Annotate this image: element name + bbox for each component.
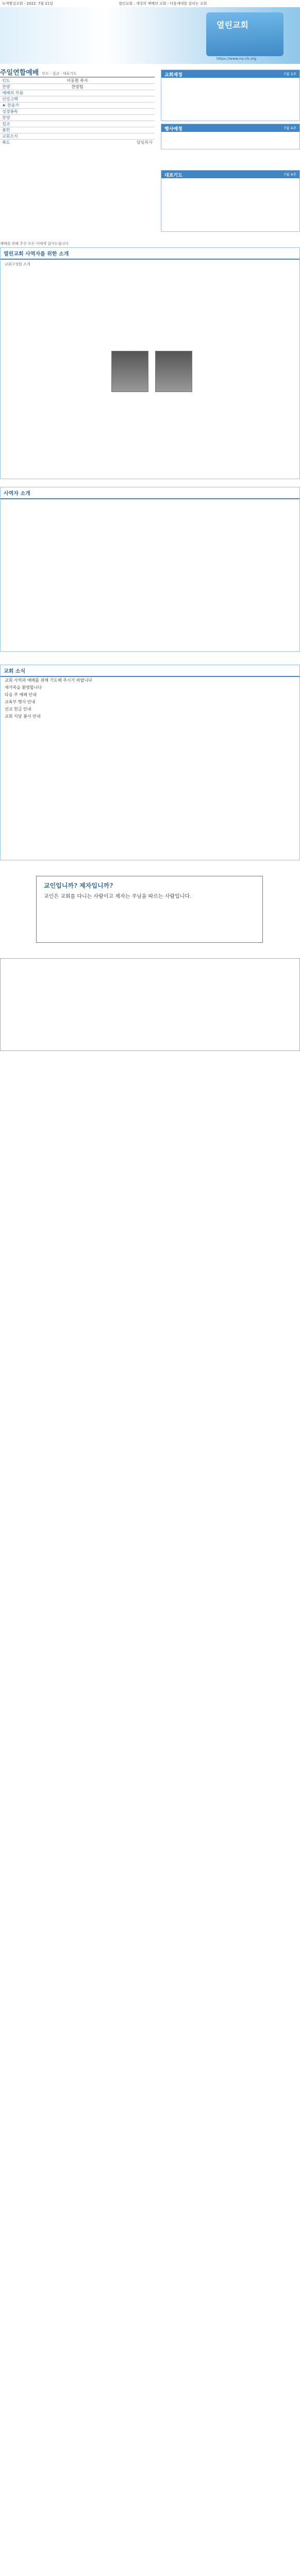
worship-subtitle: 인도 · 설교 · 대표기도 [42,72,77,76]
prayer-title: 대표기도 [164,173,182,178]
worship-who [114,96,155,103]
worship-title [0,67,155,78]
worship-who [114,84,155,90]
news-title: 교회 소식 [1,665,299,677]
news-item: 교회 식당 봉사 안내 [5,714,41,719]
poem-line-2: 교인은 교회를 다니는 사람이고 제자는 주님을 따르는 사람입니다. [44,894,192,900]
worship-label: 예배의 부름 [0,90,40,96]
ministry-section [0,247,300,479]
worship-label: 신앙고백 [0,96,40,103]
banner [0,7,300,64]
ministry-subtitle: 교회구성원 소개 [5,262,30,266]
top-left-text: 녹색쌓김교회 - 2022. 7월 21일 [2,2,53,6]
worship-content [40,115,114,121]
worship-who [114,127,155,133]
worship-who [114,115,155,121]
worship-label: 인도 [0,78,40,84]
church-url[interactable]: https://www.nu-ch.org [216,57,257,61]
top-center-text: 열린교회 : 세상의 예배의 교회 - 다음세대를 살리는 교회 [119,2,207,6]
schedule-box [161,124,300,149]
staff-title: 사역자 소개 [1,487,299,499]
worship-row [0,133,155,140]
worship-label: ★ 찬송가 [0,103,40,109]
news-item: 선교 헌금 안내 [5,707,31,711]
worship-content [40,90,114,96]
top-line [0,0,300,8]
prayer-header [161,171,299,178]
worship-note: 예배를 위해 주신 모든 이에게 감사드립니다 [0,242,69,246]
worship-row [0,103,155,109]
worship-who [114,103,155,109]
offering-box [161,70,300,121]
worship-content [40,103,114,109]
worship-label: 찬양 [0,115,40,121]
worship-content: 이동현 목사 [40,78,114,84]
worship-label: 봉헌 [0,127,40,133]
worship-title-text: 주일연합예배 [0,69,39,77]
ministry-title: 열린교회 사역자를 위한 소개 [1,248,299,260]
offering-header [161,70,299,78]
poem-title: 교인입니까? 제자입니까? [44,882,113,889]
worship-content [40,133,114,140]
worship-row [0,140,155,146]
worship-content [40,109,114,115]
offering-title: 교회재정 [164,73,182,78]
worship-label: 교회소식 [0,133,40,140]
schedule-title: 행사예정 [164,127,182,132]
worship-content: 찬양팀 [40,84,114,90]
worship-content [40,96,114,103]
church-name: 열린교회 [216,20,248,30]
prayer-box [161,170,300,232]
worship-who [114,133,155,140]
worship-row [0,121,155,127]
worship-row [0,127,155,133]
worship-who [114,78,155,84]
worship-content [40,121,114,127]
news-list [1,677,299,720]
news-item: 교육부 행사 안내 [5,700,36,704]
news-item: 교회 사역과 예배를 위해 기도해 주시기 바랍니다 [5,678,92,683]
worship-content [40,140,114,146]
staff-section [0,487,300,652]
worship-row [0,90,155,96]
blank-frame-1 [0,958,300,1051]
worship-label: 성경봉독 [0,109,40,115]
worship-label: 설교 [0,121,40,127]
poem-box [36,876,263,943]
worship-row [0,78,155,84]
worship-who [114,121,155,127]
worship-row [0,115,155,121]
worship-label: 찬양 [0,84,40,90]
prayer-sub: 7월 4주 [284,173,296,177]
worship-row [0,109,155,115]
schedule-header [161,124,299,132]
news-section [0,665,300,860]
worship-row [0,84,155,90]
offering-sub: 7월 3주 [284,72,296,76]
schedule-sub: 7월 4주 [284,126,296,130]
news-item: 다음 주 예배 안내 [5,692,37,697]
worship-who [114,90,155,96]
worship-row [0,96,155,103]
worship-content [40,127,114,133]
worship-who [114,109,155,115]
worship-order-table [0,77,155,145]
worship-label: 축도 [0,140,40,146]
staff-photo-1 [111,351,148,392]
worship-who: 담임목사 [114,140,155,146]
staff-photo-2 [155,351,192,392]
news-item: 새가족을 환영합니다 [5,685,42,690]
